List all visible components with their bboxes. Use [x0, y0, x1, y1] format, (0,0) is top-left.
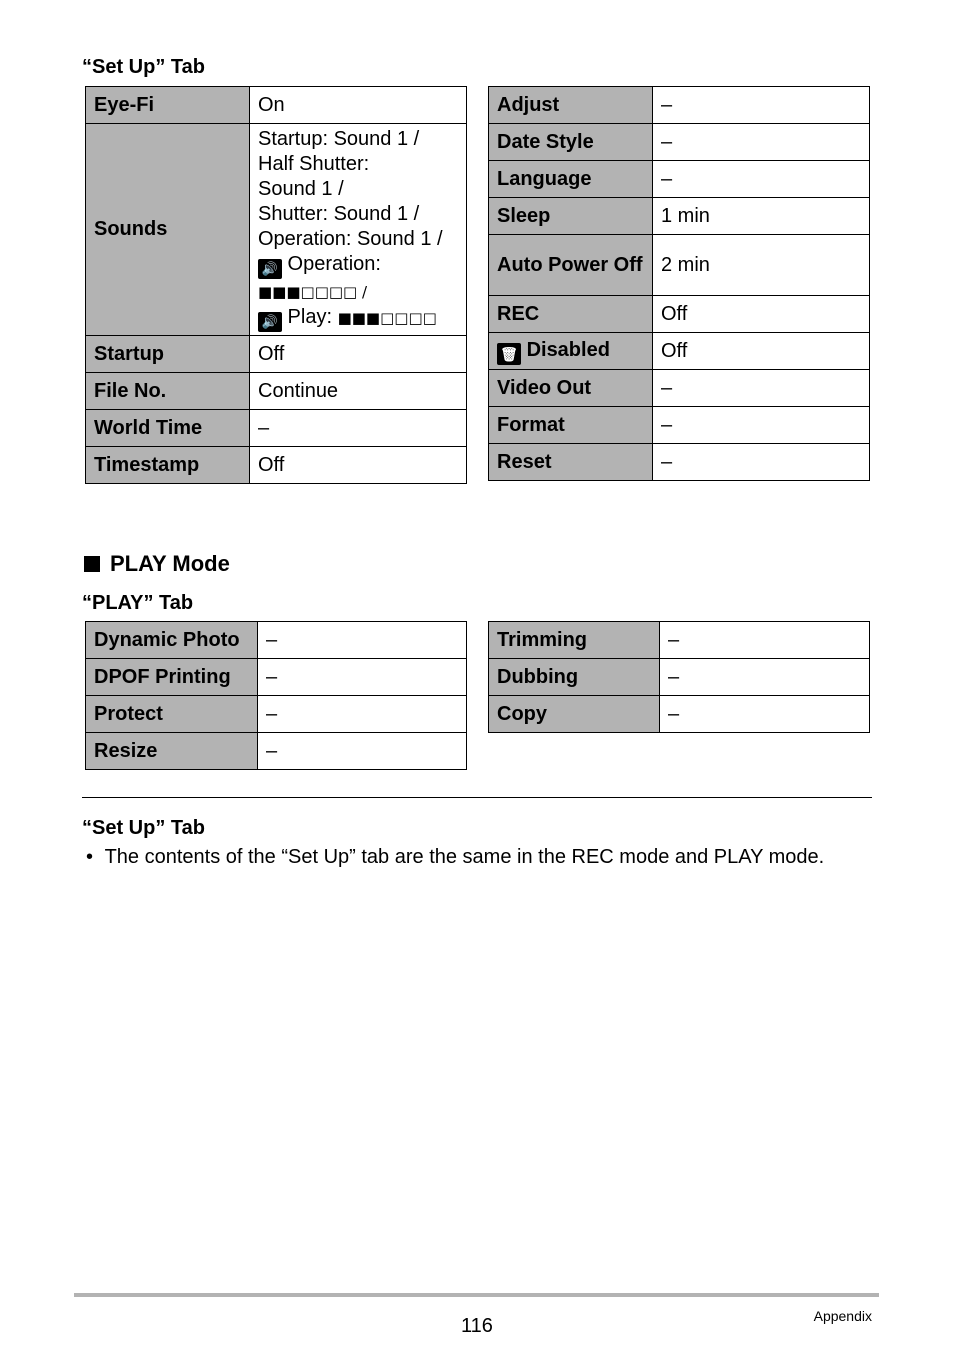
row-key-disabled — [489, 333, 653, 370]
play-mode-heading-text: PLAY Mode — [110, 551, 230, 576]
table-row — [489, 124, 870, 161]
row-value: 2 min — [653, 235, 870, 296]
table-row — [86, 622, 467, 659]
note-title: “Set Up” Tab — [82, 817, 205, 839]
table-row — [86, 410, 467, 447]
bullet: • — [86, 846, 94, 868]
sounds-operation-volume — [258, 252, 466, 279]
volume-level: ■■■□□□□ — [337, 309, 437, 327]
play-left-table — [85, 621, 467, 770]
note-item — [86, 845, 824, 869]
row-value: On — [250, 87, 467, 124]
table-row — [489, 235, 870, 296]
row-key: Format — [489, 407, 653, 444]
setup-right-table — [488, 86, 870, 481]
row-value: – — [653, 124, 870, 161]
trash-icon: 🗑 — [497, 343, 521, 365]
row-key: REC — [489, 296, 653, 333]
row-value: – — [653, 407, 870, 444]
table-row — [86, 696, 467, 733]
row-key: Language — [489, 161, 653, 198]
table-row — [86, 336, 467, 373]
table-row — [86, 733, 467, 770]
row-value: – — [258, 659, 467, 696]
row-key: World Time — [86, 410, 250, 447]
row-value: Off — [250, 447, 467, 484]
table-row — [86, 659, 467, 696]
section-label: Appendix — [813, 1308, 872, 1324]
setup-tab-title: “Set Up” Tab — [82, 56, 205, 78]
row-key-label: Disabled — [526, 338, 610, 361]
row-value: – — [653, 444, 870, 481]
row-value: Continue — [250, 373, 467, 410]
sounds-line: Sound 1 / — [258, 178, 344, 200]
section-divider — [82, 797, 872, 798]
row-key: Adjust — [489, 87, 653, 124]
play-right-table — [488, 621, 870, 733]
row-key: Eye-Fi — [86, 87, 250, 124]
page-number: 116 — [461, 1315, 493, 1337]
row-value: – — [258, 622, 467, 659]
sounds-operation-level-line — [258, 279, 466, 305]
play-mode-heading — [84, 550, 230, 578]
row-value: – — [660, 622, 870, 659]
row-value: – — [653, 161, 870, 198]
row-key: Dubbing — [489, 659, 660, 696]
table-row-sounds — [86, 124, 467, 336]
row-value: 1 min — [653, 198, 870, 235]
row-value: – — [660, 659, 870, 696]
row-key: Dynamic Photo — [86, 622, 258, 659]
table-row — [86, 447, 467, 484]
row-value: – — [653, 87, 870, 124]
row-value: Off — [250, 336, 467, 373]
volume-operation-label: Operation: — [282, 253, 381, 275]
sounds-line: Shutter: Sound 1 / — [258, 203, 420, 225]
row-key: Video Out — [489, 370, 653, 407]
row-key: Copy — [489, 696, 660, 733]
row-value: – — [250, 410, 467, 447]
table-row — [489, 444, 870, 481]
row-key: File No. — [86, 373, 250, 410]
table-row — [489, 370, 870, 407]
sounds-line: Half Shutter: — [258, 153, 370, 175]
row-key: Date Style — [489, 124, 653, 161]
table-row — [489, 161, 870, 198]
table-row — [489, 87, 870, 124]
sounds-line: Operation: Sound 1 / — [258, 228, 443, 250]
speaker-icon: 🔊 — [258, 312, 282, 332]
row-key: Sounds — [86, 124, 250, 336]
sounds-values — [250, 124, 467, 336]
table-row — [489, 407, 870, 444]
row-value: Off — [653, 333, 870, 370]
row-key: Trimming — [489, 622, 660, 659]
play-tab-title: “PLAY” Tab — [82, 592, 194, 614]
sounds-play-volume — [258, 305, 466, 332]
volume-level: ■■■□□□□ / — [258, 283, 368, 301]
row-value: – — [653, 370, 870, 407]
row-value: – — [258, 733, 467, 770]
row-key: Auto Power Off — [489, 235, 653, 296]
table-row — [489, 622, 870, 659]
table-row — [489, 333, 870, 370]
row-key: Reset — [489, 444, 653, 481]
row-key: Resize — [86, 733, 258, 770]
setup-left-table — [85, 86, 467, 484]
row-key: DPOF Printing — [86, 659, 258, 696]
table-row — [86, 373, 467, 410]
speaker-icon: 🔊 — [258, 259, 282, 279]
sounds-line: Startup: Sound 1 / — [258, 128, 420, 150]
table-row — [86, 87, 467, 124]
square-bullet-icon — [84, 556, 100, 572]
footer-rule — [74, 1293, 879, 1297]
table-row — [489, 296, 870, 333]
note-text: The contents of the “Set Up” tab are the same in the REC mode and PLAY mode. — [104, 846, 825, 868]
row-key: Timestamp — [86, 447, 250, 484]
row-value: Off — [653, 296, 870, 333]
row-key: Protect — [86, 696, 258, 733]
row-key: Sleep — [489, 198, 653, 235]
volume-play-label: Play: — [282, 306, 338, 328]
table-row — [489, 198, 870, 235]
row-value: – — [258, 696, 467, 733]
row-key: Startup — [86, 336, 250, 373]
table-row — [489, 696, 870, 733]
table-row — [489, 659, 870, 696]
row-value: – — [660, 696, 870, 733]
